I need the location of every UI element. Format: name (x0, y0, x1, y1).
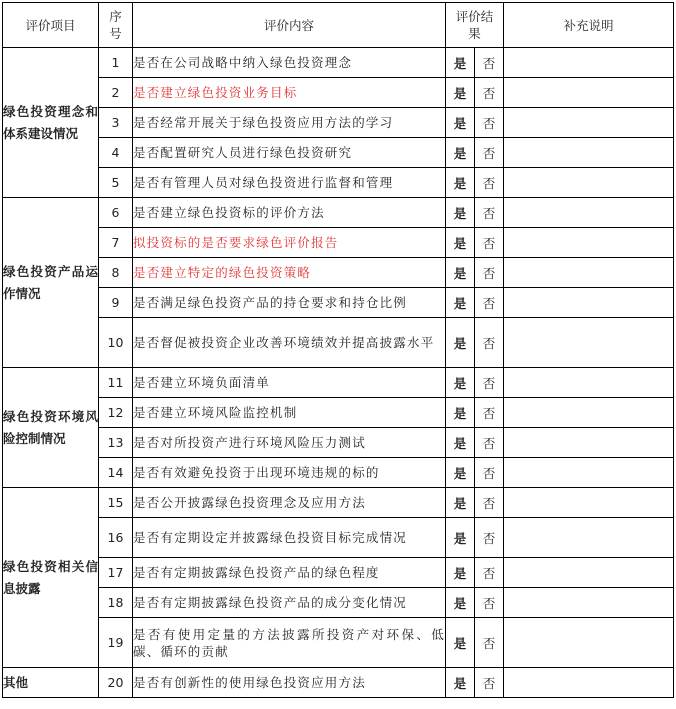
table-row (3, 168, 674, 198)
row-number: 12 (99, 398, 133, 428)
yes-option[interactable]: 是 (446, 198, 475, 228)
header-content: 评价内容 (133, 3, 446, 48)
note-cell[interactable] (504, 458, 674, 488)
row-number: 20 (99, 668, 133, 698)
row-number: 18 (99, 588, 133, 618)
table-row (3, 78, 674, 108)
table-row (3, 368, 674, 398)
category-cell: 其他 (3, 668, 99, 698)
yes-option[interactable]: 是 (446, 108, 475, 138)
category-cell: 绿色投资产品运作情况 (3, 198, 99, 368)
no-option[interactable]: 否 (475, 428, 504, 458)
row-number: 6 (99, 198, 133, 228)
row-content: 是否有定期披露绿色投资产品的成分变化情况 (133, 588, 446, 618)
yes-option[interactable]: 是 (446, 398, 475, 428)
table-row (3, 398, 674, 428)
row-number: 10 (99, 318, 133, 368)
header-row (3, 3, 674, 48)
note-cell[interactable] (504, 78, 674, 108)
row-number: 11 (99, 368, 133, 398)
row-number: 2 (99, 78, 133, 108)
row-content: 是否对所投资产进行环境风险压力测试 (133, 428, 446, 458)
note-cell[interactable] (504, 588, 674, 618)
yes-option[interactable]: 是 (446, 168, 475, 198)
no-option[interactable]: 否 (475, 48, 504, 78)
yes-option[interactable]: 是 (446, 48, 475, 78)
row-number: 1 (99, 48, 133, 78)
note-cell[interactable] (504, 428, 674, 458)
table-row (3, 258, 674, 288)
yes-option[interactable]: 是 (446, 318, 475, 368)
row-content: 是否在公司战略中纳入绿色投资理念 (133, 48, 446, 78)
row-content: 是否有创新性的使用绿色投资应用方法 (133, 668, 446, 698)
table-row (3, 458, 674, 488)
table-row (3, 198, 674, 228)
yes-option[interactable]: 是 (446, 668, 475, 698)
header-category: 评价项目 (3, 3, 99, 48)
yes-option[interactable]: 是 (446, 618, 475, 668)
row-number: 17 (99, 558, 133, 588)
note-cell[interactable] (504, 558, 674, 588)
table-row (3, 428, 674, 458)
table-row (3, 618, 674, 668)
no-option[interactable]: 否 (475, 138, 504, 168)
yes-option[interactable]: 是 (446, 588, 475, 618)
yes-option[interactable]: 是 (446, 488, 475, 518)
note-cell[interactable] (504, 668, 674, 698)
table-row (3, 518, 674, 558)
note-cell[interactable] (504, 138, 674, 168)
yes-option[interactable]: 是 (446, 258, 475, 288)
note-cell[interactable] (504, 228, 674, 258)
row-content: 是否建立绿色投资标的评价方法 (133, 198, 446, 228)
table-row (3, 48, 674, 78)
row-number: 4 (99, 138, 133, 168)
row-content: 是否配置研究人员进行绿色投资研究 (133, 138, 446, 168)
row-number: 19 (99, 618, 133, 668)
no-option[interactable]: 否 (475, 558, 504, 588)
note-cell[interactable] (504, 488, 674, 518)
category-cell: 绿色投资理念和体系建设情况 (3, 48, 99, 198)
no-option[interactable]: 否 (475, 368, 504, 398)
row-content: 拟投资标的是否要求绿色评价报告 (133, 228, 446, 258)
table-row (3, 108, 674, 138)
no-option[interactable]: 否 (475, 398, 504, 428)
row-number: 5 (99, 168, 133, 198)
row-content: 是否有使用定量的方法披露所投资产对环保、低碳、循环的贡献 (133, 618, 446, 668)
yes-option[interactable]: 是 (446, 428, 475, 458)
row-number: 13 (99, 428, 133, 458)
header-result: 评价结果 (446, 3, 504, 48)
table-row (3, 558, 674, 588)
row-content: 是否建立绿色投资业务目标 (133, 78, 446, 108)
category-cell: 绿色投资相关信息披露 (3, 488, 99, 668)
yes-option[interactable]: 是 (446, 288, 475, 318)
row-content: 是否建立环境负面清单 (133, 368, 446, 398)
no-option[interactable]: 否 (475, 198, 504, 228)
table-row (3, 138, 674, 168)
row-content: 是否建立特定的绿色投资策略 (133, 258, 446, 288)
note-cell[interactable] (504, 288, 674, 318)
note-cell[interactable] (504, 398, 674, 428)
row-content: 是否有定期设定并披露绿色投资目标完成情况 (133, 518, 446, 558)
table-row (3, 668, 674, 698)
no-option[interactable]: 否 (475, 318, 504, 368)
yes-option[interactable]: 是 (446, 228, 475, 258)
no-option[interactable]: 否 (475, 228, 504, 258)
yes-option[interactable]: 是 (446, 518, 475, 558)
row-number: 15 (99, 488, 133, 518)
table-row (3, 228, 674, 258)
category-cell: 绿色投资环境风险控制情况 (3, 368, 99, 488)
row-content: 是否经常开展关于绿色投资应用方法的学习 (133, 108, 446, 138)
yes-option[interactable]: 是 (446, 78, 475, 108)
note-cell[interactable] (504, 618, 674, 668)
row-number: 14 (99, 458, 133, 488)
no-option[interactable]: 否 (475, 168, 504, 198)
header-num: 序号 (99, 3, 133, 48)
table-row (3, 588, 674, 618)
row-content: 是否建立环境风险监控机制 (133, 398, 446, 428)
table-row (3, 488, 674, 518)
no-option[interactable]: 否 (475, 588, 504, 618)
table-row (3, 288, 674, 318)
note-cell[interactable] (504, 48, 674, 78)
row-number: 3 (99, 108, 133, 138)
row-number: 7 (99, 228, 133, 258)
no-option[interactable]: 否 (475, 668, 504, 698)
no-option[interactable]: 否 (475, 78, 504, 108)
no-option[interactable]: 否 (475, 458, 504, 488)
note-cell[interactable] (504, 258, 674, 288)
yes-option[interactable]: 是 (446, 368, 475, 398)
note-cell[interactable] (504, 168, 674, 198)
note-cell[interactable] (504, 318, 674, 368)
note-cell[interactable] (504, 198, 674, 228)
yes-option[interactable]: 是 (446, 558, 475, 588)
row-number: 16 (99, 518, 133, 558)
evaluation-table (2, 2, 674, 698)
no-option[interactable]: 否 (475, 618, 504, 668)
row-content: 是否督促被投资企业改善环境绩效并提高披露水平 (133, 318, 446, 368)
row-number: 8 (99, 258, 133, 288)
no-option[interactable]: 否 (475, 108, 504, 138)
row-content: 是否有效避免投资于出现环境违规的标的 (133, 458, 446, 488)
no-option[interactable]: 否 (475, 488, 504, 518)
no-option[interactable]: 否 (475, 288, 504, 318)
yes-option[interactable]: 是 (446, 138, 475, 168)
yes-option[interactable]: 是 (446, 458, 475, 488)
note-cell[interactable] (504, 518, 674, 558)
row-content: 是否有定期披露绿色投资产品的绿色程度 (133, 558, 446, 588)
row-content: 是否有管理人员对绿色投资进行监督和管理 (133, 168, 446, 198)
no-option[interactable]: 否 (475, 258, 504, 288)
header-note: 补充说明 (504, 3, 674, 48)
note-cell[interactable] (504, 368, 674, 398)
row-content: 是否满足绿色投资产品的持仓要求和持仓比例 (133, 288, 446, 318)
no-option[interactable]: 否 (475, 518, 504, 558)
row-content: 是否公开披露绿色投资理念及应用方法 (133, 488, 446, 518)
row-number: 9 (99, 288, 133, 318)
table-row (3, 318, 674, 368)
note-cell[interactable] (504, 108, 674, 138)
